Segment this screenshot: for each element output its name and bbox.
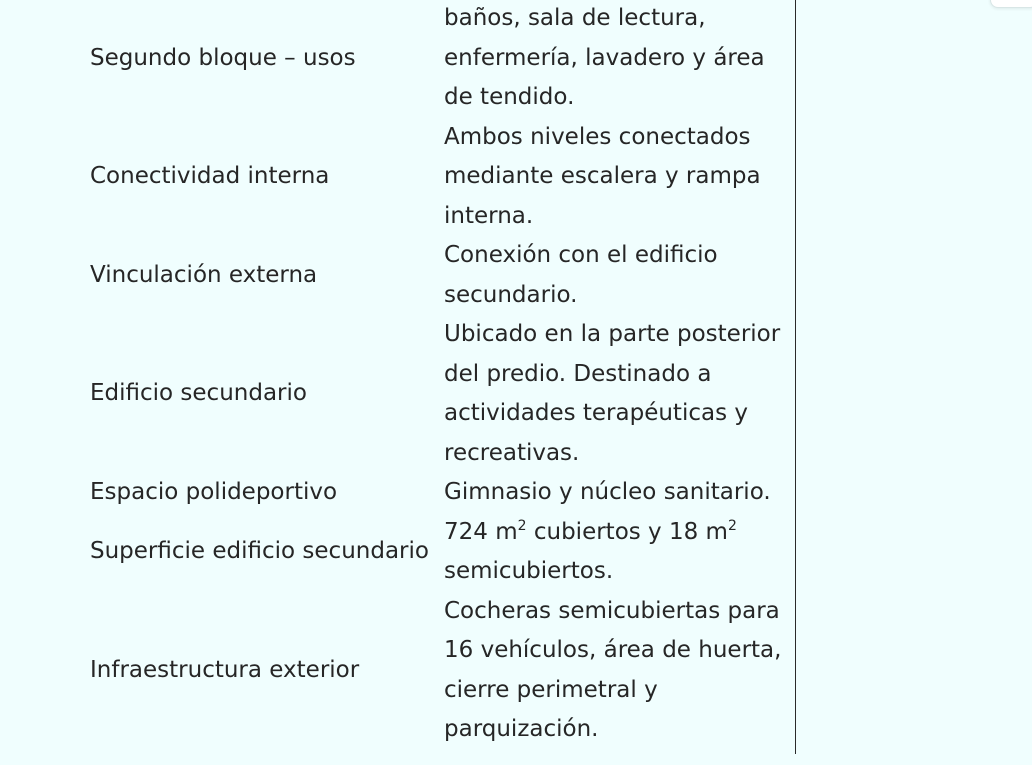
table-row (90, 236, 794, 315)
row-value: Ubicado en la parte posterior del predio. Destinado a actividades terapéuticas y recreativas. (444, 321, 781, 466)
superscript: 2 (727, 517, 737, 534)
corner-card (990, 0, 1032, 8)
row-label: Superficie edificio secundario (90, 538, 429, 565)
value-text: 724 m (444, 518, 518, 545)
table-row (90, 315, 794, 473)
row-label: Infraestructura exterior (90, 656, 360, 683)
table-row (90, 592, 794, 750)
row-label: Vinculación externa (90, 261, 318, 288)
info-table (90, 0, 794, 750)
row-label: Segundo bloque – usos (90, 44, 356, 71)
row-value: Ambos niveles conectados mediante escalera y rampa interna. (444, 123, 761, 229)
row-value (444, 513, 794, 592)
table-row (90, 0, 794, 118)
row-label: Edificio secundario (90, 380, 307, 407)
row-value: baños, sala de lectura, enfermería, lavadero y área de tendido. (444, 5, 765, 110)
superscript: 2 (517, 517, 527, 534)
value-text: cubiertos y 18 m (526, 518, 728, 545)
row-value: Conexión con el edificio secundario. (444, 242, 718, 308)
table-row (90, 513, 794, 592)
row-value: Cocheras semicubiertas para 16 vehículos, área de huerta, cierre perimetral y parquización. (444, 597, 782, 742)
value-text: semicubiertos. (444, 558, 614, 584)
column-divider (795, 0, 796, 754)
row-label: Conectividad interna (90, 163, 330, 189)
table-row (90, 473, 794, 513)
table-row (90, 118, 794, 237)
row-value: Gimnasio y núcleo sanitario. (444, 479, 771, 505)
row-label: Espacio polideportivo (90, 479, 338, 505)
